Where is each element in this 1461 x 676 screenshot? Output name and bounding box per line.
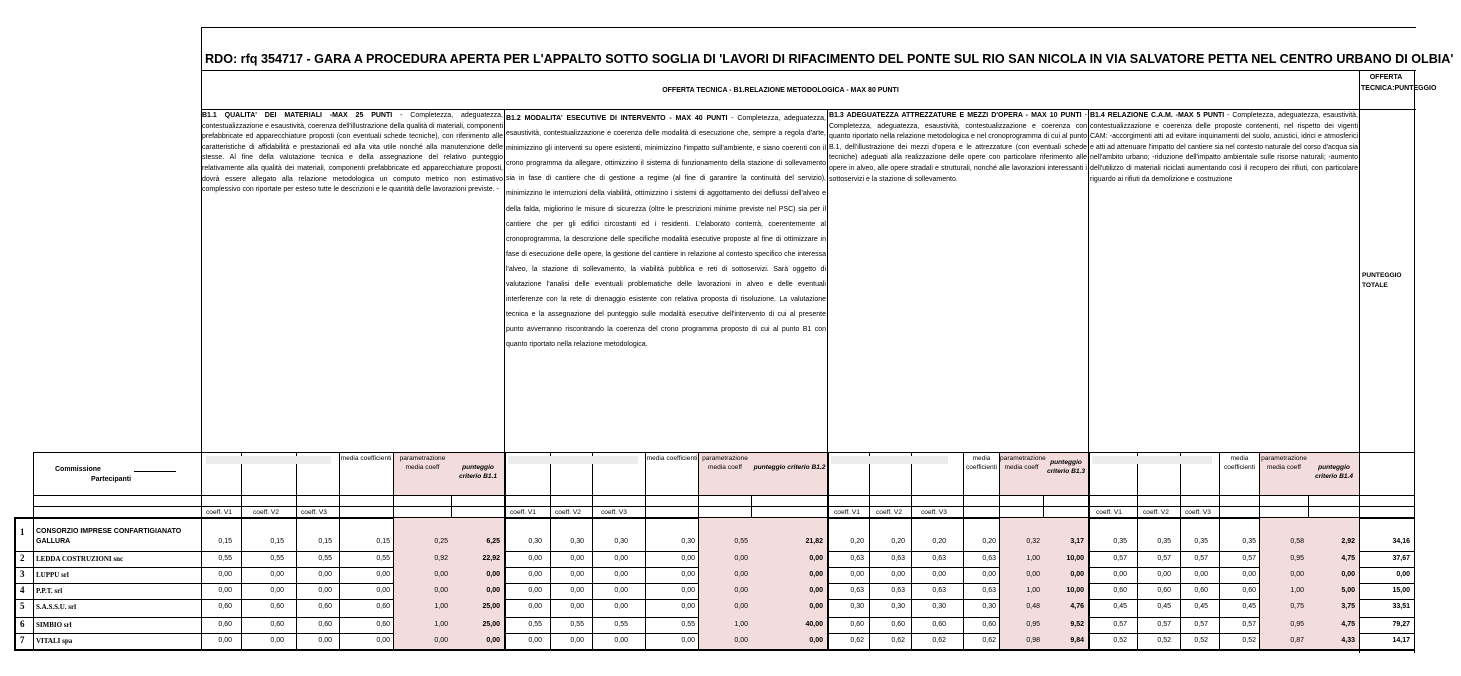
b13-cell: 3,17 bbox=[1070, 538, 1084, 545]
b11-cell: 25,00 bbox=[482, 621, 500, 628]
b13-cell: 0,30 bbox=[982, 603, 996, 610]
row-number: 7 bbox=[20, 635, 25, 645]
b12-cell: 0,00 bbox=[809, 587, 823, 594]
b14-cell: 1,00 bbox=[1290, 587, 1304, 594]
b11-cell: 6,25 bbox=[486, 538, 500, 545]
b14-cell: 0,00 bbox=[1194, 571, 1208, 578]
param-header-b11: parametrazione media coeff bbox=[399, 455, 446, 471]
b11-cell: 0,00 bbox=[270, 571, 284, 578]
b11-cell: 0,00 bbox=[218, 571, 232, 578]
b14-cell: 0,35 bbox=[1194, 538, 1208, 545]
b13-cell: 0,30 bbox=[891, 603, 905, 610]
b11-cell: 0,60 bbox=[376, 621, 390, 628]
criterion-b11-text: - Completezza, adeguatezza, contestualizzazione e esaustività, coerenza dell'illustrazione della qualità di materiali, componenti prefabbricate ed apparecchiature proposti (con eventuali schede tecniche), con riferimento alle caratteristiche di affidabilità e prestazionali ed alla vita utile nonché alla manutenzione delle stesse. Al fine della valutazione tecnica e della assegnazione del relativo punteggio relativamente alla qualità dei materiali, componenti prefabbricate ed apparecchiature proposti, dovrà essere allegato alla relazione metodologica un computo metrico non estimativo complessivo con riportate per esteso tutte le descrizioni e le quantità delle lavorazioni previste. - bbox=[202, 112, 504, 194]
participant-name: SIMBIO srl bbox=[36, 621, 72, 629]
b14-cell: 0,45 bbox=[1157, 603, 1171, 610]
b14-cell: 0,00 bbox=[1290, 571, 1304, 578]
b13-cell: 4,76 bbox=[1070, 603, 1084, 610]
b12-cell: 0,30 bbox=[614, 538, 628, 545]
b11-cell: 0,15 bbox=[376, 538, 390, 545]
b12-cell: 0,00 bbox=[681, 555, 695, 562]
b13-cell: 0,63 bbox=[850, 587, 864, 594]
coef-v3-b14: coeff. V3 bbox=[1185, 509, 1211, 516]
redacted-commission bbox=[1092, 456, 1212, 464]
b14-cell: 0,75 bbox=[1290, 603, 1304, 610]
b11-cell: 0,60 bbox=[376, 603, 390, 610]
coef-v3-b11: coeff. V3 bbox=[301, 509, 327, 516]
b11-cell: 0,25 bbox=[434, 538, 448, 545]
b14-cell: 0,52 bbox=[1113, 637, 1127, 644]
crit-header-b12: punteggio criterio B1.2 bbox=[753, 464, 826, 471]
total-cell: 34,16 bbox=[1392, 538, 1410, 545]
total-cell: 14,17 bbox=[1392, 637, 1410, 644]
b14-cell: 0,58 bbox=[1290, 538, 1304, 545]
total-cell: 15,00 bbox=[1392, 587, 1410, 594]
criterion-b14 bbox=[1090, 111, 1358, 185]
b14-cell: 0,57 bbox=[1242, 621, 1256, 628]
b14-cell: 5,00 bbox=[1341, 587, 1355, 594]
participant-name: VITALI spa bbox=[36, 637, 73, 645]
b14-cell: 4,75 bbox=[1341, 621, 1355, 628]
media-header-b14: media coefficienti bbox=[1223, 455, 1256, 471]
redacted-commission bbox=[831, 456, 948, 464]
b11-cell: 0,00 bbox=[434, 587, 448, 594]
total-cell: 0,00 bbox=[1396, 571, 1410, 578]
b13-cell: 0,20 bbox=[850, 538, 864, 545]
b13-cell: 0,63 bbox=[891, 587, 905, 594]
b13-cell: 0,60 bbox=[850, 621, 864, 628]
b14-cell: 0,60 bbox=[1242, 587, 1256, 594]
b11-cell: 0,00 bbox=[376, 571, 390, 578]
b14-cell: 0,57 bbox=[1157, 621, 1171, 628]
b11-cell: 0,55 bbox=[376, 555, 390, 562]
b11-cell: 0,55 bbox=[318, 555, 332, 562]
b12-cell: 0,00 bbox=[681, 637, 695, 644]
b13-cell: 0,00 bbox=[850, 571, 864, 578]
b13-cell: 0,63 bbox=[932, 587, 946, 594]
row-number: 4 bbox=[20, 585, 25, 595]
b12-cell: 0,00 bbox=[528, 587, 542, 594]
offerta-header: OFFERTA TECNICA - B1.RELAZIONE METODOLOGICA - MAX 80 PUNTI bbox=[662, 87, 899, 94]
b12-cell: 0,00 bbox=[734, 555, 748, 562]
b12-cell: 0,00 bbox=[528, 637, 542, 644]
b13-cell: 1,00 bbox=[1026, 587, 1040, 594]
row-number: 1 bbox=[20, 527, 25, 537]
b14-cell: 0,52 bbox=[1194, 637, 1208, 644]
b14-cell: 0,57 bbox=[1242, 555, 1256, 562]
coef-v3-b13: coeff. V3 bbox=[921, 509, 947, 516]
participant-name: S.A.S.S.U. srl bbox=[36, 603, 77, 611]
offerta-total-header: OFFERTA TECNICA:PUNTEGGIO bbox=[1361, 74, 1437, 92]
b14-cell: 4,75 bbox=[1341, 555, 1355, 562]
b14-cell: 0,45 bbox=[1194, 603, 1208, 610]
criterion-b12-text: - Completezza, adeguatezza, esaustività, contestualizzazione e coerenza delle modalità di esecuzione che, sempre a regola d'arte, minimizzino gli interventi su opere esistenti, minimizzino l'impatto sull'ambiente, e siano coerenti con il crono programma da allegare, ottimizzino il sistema di funzionamento della stazione di sollevamento sia in fase di cantiere che di gestione a regime (al fine di garantire la continuità del servizio), minimizzino le interruzioni della viabilità, ottimizzino i sistemi di aggottamento dei deflussi dell'alveo e della falda, migliorino le misure di sicurezza (oltre le prescrizioni minime previste nel PSC) sia per il cantiere che per gli edifici circostanti ed i residenti. L'elaborato conterrà, coerentemente al cronoprogramma, la descrizione delle specifiche modalità esecutive proposte al fine di ottimizzare in fase di esecuzione delle opere, la gestione del cantiere in relazione al contesto specifico che interessa l'alveo, la stazione di sollevamento, la viabilità pubblica e reti di sottoservizi. Sarà oggetto di valutazione l'analisi delle eventuali problematiche delle lavorazioni in alveo e delle eventuali interferenze con la rete di drenaggio esistente con relativa proposta di risoluzione. La valutazione tecnica e la assegnazione del punteggio sulle modalità esecutive dell'intervento di cui al presente punto avverranno riscontrando la coerenza del crono programma proposto di cui al punto B1 con quanto riportato nella relazione metodologica. bbox=[506, 115, 827, 349]
b11-cell: 0,00 bbox=[270, 587, 284, 594]
b13-cell: 0,00 bbox=[1026, 571, 1040, 578]
b12-cell: 0,30 bbox=[681, 538, 695, 545]
b11-cell: 0,00 bbox=[270, 637, 284, 644]
b11-cell: 0,55 bbox=[218, 555, 232, 562]
b13-cell: 0,00 bbox=[932, 571, 946, 578]
b12-cell: 0,55 bbox=[528, 621, 542, 628]
row-number: 2 bbox=[20, 553, 25, 563]
coef-v1-b13: coeff. V1 bbox=[834, 509, 860, 516]
b13-cell: 0,95 bbox=[1026, 621, 1040, 628]
b11-cell: 0,15 bbox=[218, 538, 232, 545]
b11-cell: 0,00 bbox=[486, 587, 500, 594]
criterion-b13 bbox=[829, 111, 1087, 185]
b12-cell: 0,00 bbox=[734, 571, 748, 578]
b14-cell: 0,35 bbox=[1157, 538, 1171, 545]
b11-cell: 0,92 bbox=[434, 555, 448, 562]
b11-cell: 0,00 bbox=[486, 637, 500, 644]
total-cell: 79,27 bbox=[1392, 621, 1410, 628]
b13-cell: 10,00 bbox=[1066, 555, 1084, 562]
b12-cell: 0,55 bbox=[570, 621, 584, 628]
b13-cell: 0,63 bbox=[850, 555, 864, 562]
b11-cell: 0,15 bbox=[270, 538, 284, 545]
b14-cell: 0,57 bbox=[1194, 555, 1208, 562]
b11-cell: 0,15 bbox=[318, 538, 332, 545]
b14-cell: 0,87 bbox=[1290, 637, 1304, 644]
coef-v3-b12: coeff. V3 bbox=[601, 509, 627, 516]
media-header-b13: media coefficienti bbox=[965, 455, 998, 471]
b14-cell: 3,75 bbox=[1341, 603, 1355, 610]
b14-cell: 0,00 bbox=[1157, 571, 1171, 578]
b11-cell: 0,00 bbox=[218, 637, 232, 644]
b11-cell: 0,60 bbox=[270, 621, 284, 628]
b13-cell: 0,60 bbox=[932, 621, 946, 628]
participant-name: LUPPU srl bbox=[36, 571, 69, 579]
b13-cell: 0,00 bbox=[891, 571, 905, 578]
b13-cell: 0,30 bbox=[932, 603, 946, 610]
b11-cell: 0,00 bbox=[434, 571, 448, 578]
b12-cell: 1,00 bbox=[734, 621, 748, 628]
b13-cell: 0,98 bbox=[1026, 637, 1040, 644]
b12-cell: 0,00 bbox=[614, 571, 628, 578]
b14-cell: 4,33 bbox=[1341, 637, 1355, 644]
total-cell: 33,51 bbox=[1392, 603, 1410, 610]
media-header-b12: media coefficienti bbox=[646, 455, 698, 462]
b12-cell: 0,00 bbox=[681, 571, 695, 578]
coef-v2-b14: coeff. V2 bbox=[1143, 509, 1169, 516]
b13-cell: 1,00 bbox=[1026, 555, 1040, 562]
b13-cell: 0,62 bbox=[891, 637, 905, 644]
b11-cell: 0,60 bbox=[270, 603, 284, 610]
b14-cell: 0,95 bbox=[1290, 621, 1304, 628]
crit-header-b11: punteggio criterio B1.1 bbox=[458, 464, 498, 480]
b14-cell: 0,60 bbox=[1194, 587, 1208, 594]
b14-cell: 0,60 bbox=[1157, 587, 1171, 594]
criterion-b13-title: B1.3 ADEGUATEZZA ATTREZZATURE E MEZZI D'OPERA - MAX 10 PUNTI bbox=[829, 112, 1082, 119]
b12-cell: 0,30 bbox=[528, 538, 542, 545]
b13-cell: 0,63 bbox=[982, 587, 996, 594]
redacted-commission bbox=[508, 456, 638, 464]
b13-cell: 0,00 bbox=[1070, 571, 1084, 578]
b12-cell: 0,00 bbox=[528, 603, 542, 610]
b14-cell: 0,35 bbox=[1242, 538, 1256, 545]
row-number: 6 bbox=[20, 619, 25, 629]
b14-cell: 0,45 bbox=[1113, 603, 1127, 610]
b14-cell: 0,52 bbox=[1242, 637, 1256, 644]
b14-cell: 0,45 bbox=[1242, 603, 1256, 610]
b11-cell: 0,60 bbox=[218, 603, 232, 610]
criterion-b12 bbox=[506, 111, 826, 353]
criterion-b14-title: B1.4 RELAZIONE C.A.M. -MAX 5 PUNTI bbox=[1090, 112, 1225, 119]
b13-cell: 0,30 bbox=[850, 603, 864, 610]
b12-cell: 0,00 bbox=[734, 587, 748, 594]
commissione-underline bbox=[134, 471, 176, 472]
b12-cell: 0,00 bbox=[809, 637, 823, 644]
participant-name: CONSORZIO IMPRESE CONFARTIGIANATO GALLURA bbox=[36, 528, 182, 545]
b13-cell: 0,32 bbox=[1026, 538, 1040, 545]
b14-cell: 0,57 bbox=[1194, 621, 1208, 628]
criterion-b12-title: B1.2 MODALITA' ESECUTIVE DI INTERVENTO - MAX 40 PUNTI bbox=[506, 115, 728, 122]
b11-cell: 0,00 bbox=[218, 587, 232, 594]
b12-cell: 0,55 bbox=[681, 621, 695, 628]
coef-v1-b12: coeff. V1 bbox=[510, 509, 536, 516]
commissione-label: Commissione bbox=[55, 466, 101, 473]
b12-cell: 0,00 bbox=[614, 603, 628, 610]
b12-cell: 40,00 bbox=[805, 621, 823, 628]
b12-cell: 0,00 bbox=[681, 587, 695, 594]
b12-cell: 0,00 bbox=[570, 587, 584, 594]
b14-cell: 0,00 bbox=[1113, 571, 1127, 578]
criterion-b13-text: -Completezza, adeguatezza, esaustività, contestualizzazione e coerenza con quanto riportato nella relazione metodologica e nel cronoprogramma di cui al punto B.1, dell'illustrazione dei mezzi d'opera e le attrezzature (con eventuali schede tecniche) adeguati alla realizzazione delle opere con particolare riferimento alle opere in alveo, alle opere stradali e strutturali, nonché alle lavorazioni interessanti i sottoservizi e la stazione di sollevamento. bbox=[829, 112, 1087, 183]
b13-cell: 0,20 bbox=[932, 538, 946, 545]
row-number: 3 bbox=[20, 569, 25, 579]
b12-cell: 0,30 bbox=[570, 538, 584, 545]
b12-cell: 0,00 bbox=[528, 571, 542, 578]
b11-cell: 0,60 bbox=[218, 621, 232, 628]
b14-cell: 2,92 bbox=[1341, 538, 1355, 545]
b12-cell: 0,00 bbox=[614, 637, 628, 644]
crit-header-b14: punteggio criterio B1.4 bbox=[1314, 464, 1354, 480]
b12-cell: 0,00 bbox=[614, 555, 628, 562]
b12-cell: 21,82 bbox=[805, 538, 823, 545]
b13-cell: 0,20 bbox=[891, 538, 905, 545]
b13-cell: 0,62 bbox=[850, 637, 864, 644]
param-header-b13: parametrazione media coeff bbox=[1000, 455, 1046, 471]
b13-cell: 9,52 bbox=[1070, 621, 1084, 628]
b14-cell: 0,95 bbox=[1290, 555, 1304, 562]
b12-cell: 0,00 bbox=[570, 637, 584, 644]
b11-cell: 1,00 bbox=[434, 603, 448, 610]
b11-cell: 0,55 bbox=[270, 555, 284, 562]
b14-cell: 0,57 bbox=[1113, 621, 1127, 628]
b11-cell: 0,00 bbox=[318, 587, 332, 594]
coef-v2-b12: coeff. V2 bbox=[555, 509, 581, 516]
b11-cell: 0,00 bbox=[376, 637, 390, 644]
b12-cell: 0,00 bbox=[570, 603, 584, 610]
b11-cell: 1,00 bbox=[434, 621, 448, 628]
b11-cell: 0,00 bbox=[376, 587, 390, 594]
b11-cell: 0,00 bbox=[486, 571, 500, 578]
b11-cell: 0,60 bbox=[318, 603, 332, 610]
b13-cell: 10,00 bbox=[1066, 587, 1084, 594]
b12-cell: 0,00 bbox=[570, 571, 584, 578]
b13-cell: 0,63 bbox=[982, 555, 996, 562]
participant-name: P.P.T. srl bbox=[36, 587, 63, 595]
b12-cell: 0,00 bbox=[528, 555, 542, 562]
b14-cell: 0,57 bbox=[1157, 555, 1171, 562]
b13-cell: 0,63 bbox=[932, 555, 946, 562]
b14-cell: 0,57 bbox=[1113, 555, 1127, 562]
b13-cell: 0,20 bbox=[982, 538, 996, 545]
b12-cell: 0,55 bbox=[734, 538, 748, 545]
coef-v2-b13: coeff. V2 bbox=[876, 509, 902, 516]
b12-cell: 0,00 bbox=[809, 555, 823, 562]
b14-cell: 0,00 bbox=[1341, 571, 1355, 578]
b13-cell: 0,48 bbox=[1026, 603, 1040, 610]
b13-cell: 0,60 bbox=[982, 621, 996, 628]
b13-cell: 0,62 bbox=[932, 637, 946, 644]
partecipanti-label: Partecipanti bbox=[91, 476, 132, 483]
coef-v1-b14: coeff. V1 bbox=[1096, 509, 1122, 516]
crit-header-b13: punteggio criterio B1.3 bbox=[1046, 459, 1086, 475]
b12-cell: 0,00 bbox=[614, 587, 628, 594]
b11-cell: 22,92 bbox=[482, 555, 500, 562]
row-number: 5 bbox=[20, 601, 25, 611]
coef-v2-b11: coeff. V2 bbox=[253, 509, 279, 516]
b11-cell: 0,00 bbox=[318, 571, 332, 578]
param-header-b14: parametrazione media coeff bbox=[1261, 455, 1307, 471]
b14-cell: 0,60 bbox=[1113, 587, 1127, 594]
redacted-commission bbox=[206, 456, 331, 464]
b13-cell: 0,63 bbox=[891, 555, 905, 562]
punteggio-totale-label: PUNTEGGIO TOTALE bbox=[1362, 272, 1402, 289]
b12-cell: 0,00 bbox=[734, 603, 748, 610]
b14-cell: 0,35 bbox=[1113, 538, 1127, 545]
b13-cell: 0,60 bbox=[891, 621, 905, 628]
b12-cell: 0,00 bbox=[809, 571, 823, 578]
b11-cell: 25,00 bbox=[482, 603, 500, 610]
b11-cell: 0,60 bbox=[318, 621, 332, 628]
b11-cell: 0,00 bbox=[318, 637, 332, 644]
criterion-b11 bbox=[202, 111, 503, 196]
b13-cell: 0,62 bbox=[982, 637, 996, 644]
b13-cell: 9,84 bbox=[1070, 637, 1084, 644]
param-header-b12: parametrazione media coeff bbox=[702, 455, 748, 471]
media-header-b11: media coefficienti bbox=[340, 455, 392, 462]
b12-cell: 0,00 bbox=[809, 603, 823, 610]
b12-cell: 0,00 bbox=[570, 555, 584, 562]
b12-cell: 0,00 bbox=[734, 637, 748, 644]
criterion-b14-text: - Completezza, adeguatezza, esaustività, contestualizzazione e coerenza delle proposte contenenti, nel rispetto dei vigenti CAM: -accorgimenti atti ad evitare inquinamenti del suolo, acustici, idrici e atmosferici e atti ad attenuare l'impatto del cantiere sia nel contesto naturale del corso d'acqua sia nell'ambito urbano; -riduzione dell'impatto ambientale sulle risorse naturali; -aumento dell'utilizzo di materiali riciclati aumentando così il recupero dei rifiuti, con particolare riguardo ai rifiuti da demolizione e costruzione bbox=[1090, 112, 1358, 183]
b12-cell: 0,00 bbox=[681, 603, 695, 610]
coef-v1-b11: coeff. V1 bbox=[206, 509, 232, 516]
b14-cell: 0,00 bbox=[1242, 571, 1256, 578]
b12-cell: 0,55 bbox=[614, 621, 628, 628]
page-title: RDO: rfq 354717 - GARA A PROCEDURA APERTA PER L'APPALTO SOTTO SOGLIA DI 'LAVORI DI RIFACIMENTO DEL PONTE SUL RIO SAN NICOLA IN VIA SALVATORE PETTA NEL CENTRO URBANO DI OLBIA' bbox=[205, 52, 1454, 66]
criterion-b11-title: B1.1 QUALITA' DEI MATERIALI -MAX 25 PUNTI bbox=[202, 112, 393, 119]
total-cell: 37,67 bbox=[1392, 555, 1410, 562]
b14-cell: 0,52 bbox=[1157, 637, 1171, 644]
b11-cell: 0,00 bbox=[434, 637, 448, 644]
b13-cell: 0,00 bbox=[982, 571, 996, 578]
participant-name: LEDDA COSTRUZIONI snc bbox=[36, 555, 124, 563]
